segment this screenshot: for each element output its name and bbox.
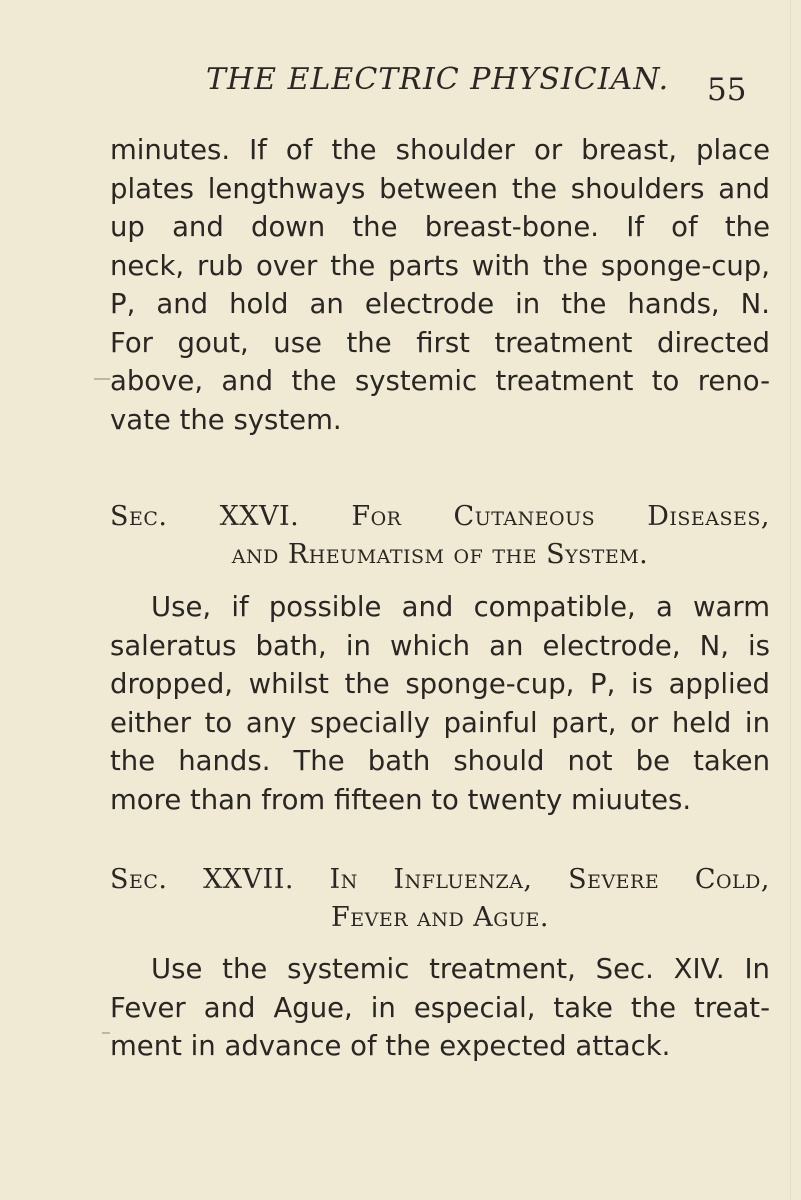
text-line: the hands. The bath should not be taken — [110, 745, 770, 777]
section-heading-27 — [110, 861, 770, 937]
heading-line: Sec. XXVI. For Cutaneous Diseases, — [110, 501, 770, 532]
heading-line: Fever and Ague. — [331, 902, 549, 933]
text-line: saleratus bath, in which an electrode, N, is — [110, 629, 770, 662]
text-line: up and down the breast-bone. If of the — [110, 211, 770, 243]
page-edge-shadow — [790, 0, 791, 1200]
section-26-paragraph — [110, 588, 770, 819]
text-line: either to any specially painful part, or held in — [110, 706, 770, 739]
text-line: vate the system. — [110, 403, 342, 436]
text-line: more than from fifteen to twenty miuutes. — [110, 783, 692, 816]
text-line: dropped, whilst the sponge-cup, P, is applied — [110, 668, 770, 700]
scan-mark — [102, 1032, 110, 1034]
page-number: 55 — [707, 72, 747, 108]
text-line: Use, if possible and compatible, a warm — [151, 591, 770, 623]
section-heading-26 — [110, 498, 770, 574]
text-line: Fever and Ague, in especial, take the treat- — [110, 991, 770, 1024]
page-header — [0, 62, 801, 112]
section-27-paragraph — [110, 950, 770, 1066]
text-line: above, and the systemic treatment to reno- — [110, 365, 770, 397]
text-line: minutes. If of the shoulder or breast, place — [110, 134, 770, 166]
text-line: ment in advance of the expected attack. — [110, 1030, 671, 1062]
paragraph-continued — [110, 131, 770, 439]
heading-line: Sec. XXVII. In Influenza, Severe Cold, — [110, 864, 770, 895]
scan-mark — [94, 378, 110, 380]
text-line: P, and hold an electrode in the hands, N. — [110, 288, 770, 320]
text-line: Use the systemic treatment, Sec. XIV. In — [151, 953, 770, 985]
text-line: neck, rub over the parts with the sponge-cup, — [110, 249, 770, 282]
text-line: plates lengthways between the shoulders and — [110, 172, 770, 205]
text-line: For gout, use the first treatment directed — [110, 326, 770, 359]
heading-line: and Rheumatism of the System. — [231, 539, 649, 570]
running-title: THE ELECTRIC PHYSICIAN. — [206, 62, 670, 97]
